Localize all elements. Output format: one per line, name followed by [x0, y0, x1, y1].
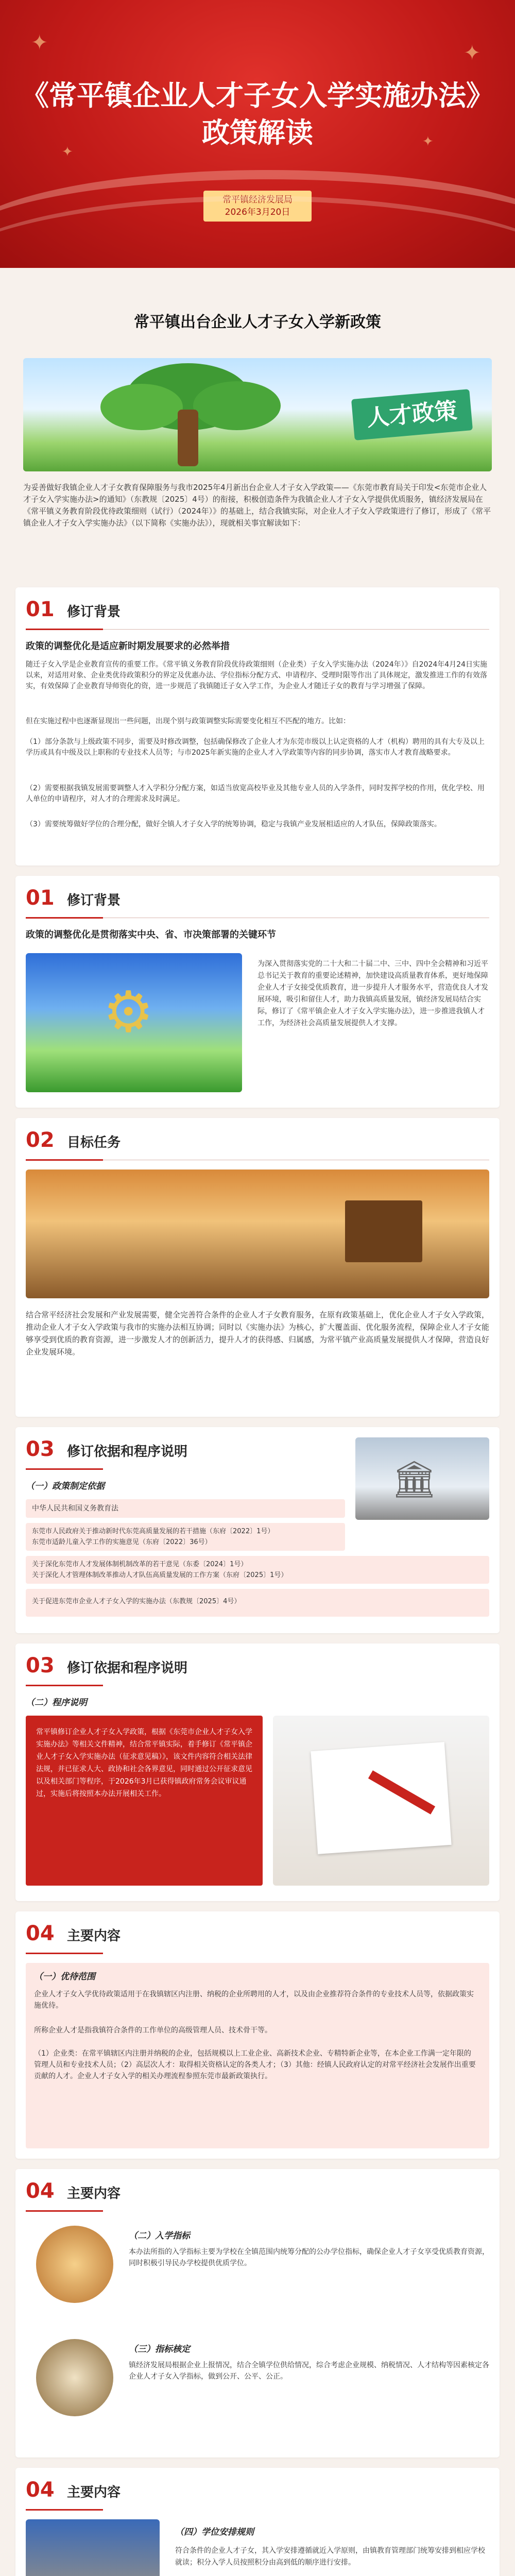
- students-image: [36, 2226, 113, 2303]
- section-number: 04: [26, 2478, 55, 2502]
- section-title: 主要内容: [67, 1928, 121, 1944]
- divider: [26, 2210, 103, 2212]
- issuer-name: 常平镇经济发展局: [222, 195, 293, 205]
- paragraph: 常平镇修订企业人才子女入学政策，根据《东莞市企业人才子女入学实施办法》等相关文件精神，结合常平镇实际，着手修订《常平镇企业人才子女入学实施办法（征求意见稿）》，该文件内容符合相关法律法规，并已征求人大、政协和社会各界意见，同时通过公开征求意见以及相关部门等程序，于2026年3月已获得镇政府常务会议审议通过，实施后将按照本办法开展相关工作。: [36, 1728, 252, 1798]
- section-title: 主要内容: [67, 2485, 121, 2500]
- basis-item-text: 关于深化东莞市人才发展体制机制改革的若干意见（东委〔2024〕1号） 关于深化人才管理体制改革推动人才队伍高质量发展的工作方案（东府〔2025〕1号）: [32, 1561, 288, 1579]
- basis-item: [26, 1589, 489, 1617]
- building-icon: 🏛: [391, 1458, 437, 1500]
- subsection-heading: （二）入学指标: [129, 2231, 190, 2241]
- basis-item: [26, 1499, 345, 1518]
- section-card: [15, 587, 500, 866]
- scope-box: [26, 1963, 489, 2148]
- tree-foliage: [193, 381, 281, 430]
- divider: [26, 1685, 103, 1686]
- gear-icon: ⚙: [103, 979, 154, 1045]
- divider: [26, 1953, 103, 1954]
- graduation-image: [26, 2519, 160, 2576]
- basis-item-text: 东莞市人民政府关于推动新时代东莞高质量发展的若干措施（东府〔2022〕1号） 东莞市适龄儿童入学工作的实施意见（东府〔2022〕36号）: [32, 1528, 274, 1546]
- section-number: 04: [26, 2179, 55, 2203]
- lantern-decoration-icon: ✦: [464, 41, 481, 65]
- section-subtitle: 政策的调整优化是适应新时期发展要求的必然举措: [26, 641, 230, 652]
- section-title: 目标任务: [67, 1135, 121, 1150]
- intro-paragraph: 为妥善做好我镇企业人才子女教育保障服务与我市2025年4月新出台企业人才子女入学政策——《东莞市教育局关于印发<东莞市企业人才子女入学实施办法>的通知》（东教规〔2025〕4号）的衔接，积极创造条件为我镇企业人才子女入学提供优质服务，镇经济发展局在《常平镇义务教育阶段优待政策细则（试行）（2024年）》的基础上，结合我镇实际，对企业人才子女入学政策进行了修订，形成了《常平镇企业人才子女入学实施办法》（以下简称《实施办法》），现就相关事宜解读如下：: [23, 483, 491, 528]
- sparkle-icon: ✦: [422, 134, 434, 149]
- basis-item-text: 关于促进东莞市企业人才子女入学的实施办法（东教规〔2025〕4号）: [32, 1598, 241, 1605]
- documents-image: [273, 1716, 489, 1886]
- divider: [26, 1159, 103, 1161]
- section-number: 01: [26, 886, 55, 910]
- lantern-decoration-icon: ✦: [31, 31, 48, 55]
- paragraph: 本办法所指的入学指标主要为学校在全镇范围内统筹分配的公办学位指标，确保企业人才子女享受优质教育资源，同时积极引导民办学校提供优质学位。: [129, 2248, 489, 2267]
- hero-header: [0, 0, 515, 268]
- sparkle-icon: ✦: [62, 144, 73, 160]
- issuer-badge: [203, 191, 312, 222]
- divider: [26, 1468, 103, 1470]
- tree-trunk: [178, 410, 198, 466]
- paragraph: 企业人才子女入学优待政策适用于在我镇辖区内注册、纳税的企业所聘用的人才，以及由企业推荐符合条件的专业技术人员等，依据政策实施优待。: [34, 1990, 474, 2010]
- section-card: [15, 1427, 500, 1633]
- basis-item: [26, 1556, 489, 1584]
- paragraph: 结合常平经济社会发展和产业发展需要，健全完善符合条件的企业人才子女教育服务，在原有政策基础上，优化企业人才子女入学政策，推动企业人才子女入学政策与我市的实施办法相互协调；同时以《实施办法》为核心，扩大覆盖面、优化服务流程，保障企业人才子女能够享受到优质的教育资源，进一步激发人才的创新活力，提升人才的获得感、归属感，为常平镇产业高质量发展提供人才保障，营造良好企业发展环境。: [26, 1310, 490, 1357]
- main-heading: 常平镇出台企业人才子女入学新政策: [134, 313, 381, 331]
- section-card: [15, 2468, 500, 2576]
- court-building-image: [355, 1437, 489, 1520]
- books-icon: [345, 1200, 422, 1262]
- paragraph: （1）企业类：在常平镇辖区内注册并纳税的企业，包括规模以上工业企业、高新技术企业、专精特新企业等，在本企业工作满一定年限的管理人员和专业技术人员；（2）高层次人才：取得相关资格认定的各类人才；（3）其他：经镇人民政府认定的对常平经济社会发展作出重要贡献的人才。企业人才子女入学的相关办理流程参照东莞市最新政策执行。: [34, 2049, 476, 2080]
- procedure-box: [26, 1716, 263, 1886]
- divider: [103, 629, 489, 630]
- section-subtitle: 政策的调整优化是贯彻落实中央、省、市决策部署的关键环节: [26, 929, 276, 940]
- paragraph: 但在实施过程中也逐渐显现出一些问题，出现个别与政策调整实际需要变化相互不匹配的地方。比如：: [26, 717, 350, 725]
- subsection-heading: （四）学位安排规则: [175, 2527, 254, 2537]
- section-number: 04: [26, 1922, 55, 1945]
- paragraph: 镇经济发展局根据企业上报情况，结合全镇学位供给情况，综合考虑企业规模、纳税情况、人才结构等因素核定各企业人才子女入学指标，做到公开、公平、公正。: [129, 2361, 489, 2381]
- section-title: 修订背景: [67, 893, 121, 908]
- page-title: [0, 77, 515, 151]
- section-number: 03: [26, 1654, 55, 1677]
- policy-banner-image: [23, 358, 492, 471]
- section-title: 修订背景: [67, 604, 121, 620]
- section-card: [15, 1911, 500, 2159]
- title-line-1: 《常平镇企业人才子女入学实施办法》: [21, 79, 494, 112]
- subsection-heading: （二）程序说明: [26, 1698, 87, 1708]
- gear-growth-image: [26, 953, 242, 1092]
- paragraph: （2）需要根据我镇发展需要调整人才入学积分分配方案，如适当放宽高校毕业及其他专业人员的入学条件，同时发挥学校的作用，优化学校、用人单位的申请程序，对人才的合理需求及时满足。: [26, 784, 485, 803]
- document-icon: [311, 1742, 451, 1854]
- subsection-heading: （一）政策制定依据: [26, 1481, 105, 1492]
- section-number: 03: [26, 1437, 55, 1461]
- paragraph: 符合条件的企业人才子女，其入学安排遵循就近入学原则，由镇教育管理部门统筹安排到相应学校就读；积分入学人员按照积分由高到低的顺序进行安排。: [175, 2547, 485, 2567]
- paragraph: 为深入贯彻落实党的二十大和二十届二中、三中、四中全会精神和习近平总书记关于教育的重要论述精神，加快建设高质量教育体系，更好地保障企业人才子女接受优质教育，进一步提升人才服务水平，营造优良人才发展环境，吸引和留住人才，助力我镇高质量发展，镇经济发展局结合实际，修订了《常平镇企业人才子女入学实施办法》，进一步推进我镇人才工作，为经济社会高质量发展提供人才支撑。: [258, 960, 488, 1027]
- paragraph: （1）部分条款与上级政策不同步，需要及时修改调整，包括确保修改了企业人才为东莞市级以上认定资格的人才（机构）聘用的具有大专及以上学历或具有中级及以上职称的专业技术人员等；与市2025年新实施的企业人才入学政策等内容的同步协调，落实市人才教育战略要求。: [26, 738, 485, 757]
- paragraph: 所称企业人才是指我镇符合条件的工作单位的高级管理人员、技术骨干等。: [34, 2026, 272, 2035]
- divider: [26, 2509, 103, 2511]
- section-card: [15, 2169, 500, 2458]
- books-image: [26, 1170, 489, 1298]
- title-line-2: 政策解读: [202, 116, 313, 149]
- divider: [26, 629, 103, 630]
- section-title: 主要内容: [67, 2186, 121, 2201]
- section-card: [15, 1118, 500, 1417]
- section-card: [15, 876, 500, 1108]
- basis-item: [26, 1523, 345, 1551]
- section-number: 01: [26, 598, 55, 621]
- divider: [26, 917, 103, 919]
- section-number: 02: [26, 1128, 55, 1152]
- tree-foliage: [100, 384, 183, 430]
- basis-item-text: 中华人民共和国义务教育法: [32, 1504, 118, 1513]
- subsection-heading: （三）指标核定: [129, 2344, 190, 2354]
- section-card: [15, 1643, 500, 1901]
- paragraph: 随迁子女入学是企业教育宣传的重要工作。《常平镇义务教育阶段优待政策细则（企业类）子女入学实施办法（2024年）》自2024年4月24日实施以来，对适用对象、企业类优待政策积分的界定及优惠办法、学位指标分配方式、申请程序、受理时限等作出了具体规定，激发推进工作的有效落实，有效保障了企业教育导师资化的资，进一步规范了我镇随迁子女入学工作，为企业人才随迁子女的教育与学习增强了保障。: [26, 660, 487, 690]
- subsection-heading: （一）优待范围: [34, 1972, 95, 1982]
- issue-date: 2026年3月20日: [225, 207, 290, 217]
- paragraph: （3）需要统筹做好学位的合理分配，做好全镇人才子女入学的统筹协调，稳定与我镇产业发展相适应的人才队伍，保障政策落实。: [26, 820, 441, 828]
- classroom-image: [36, 2339, 113, 2416]
- section-title: 修订依据和程序说明: [67, 1660, 188, 1676]
- section-title: 修订依据和程序说明: [67, 1444, 188, 1460]
- banner-label: 人才政策: [351, 389, 473, 440]
